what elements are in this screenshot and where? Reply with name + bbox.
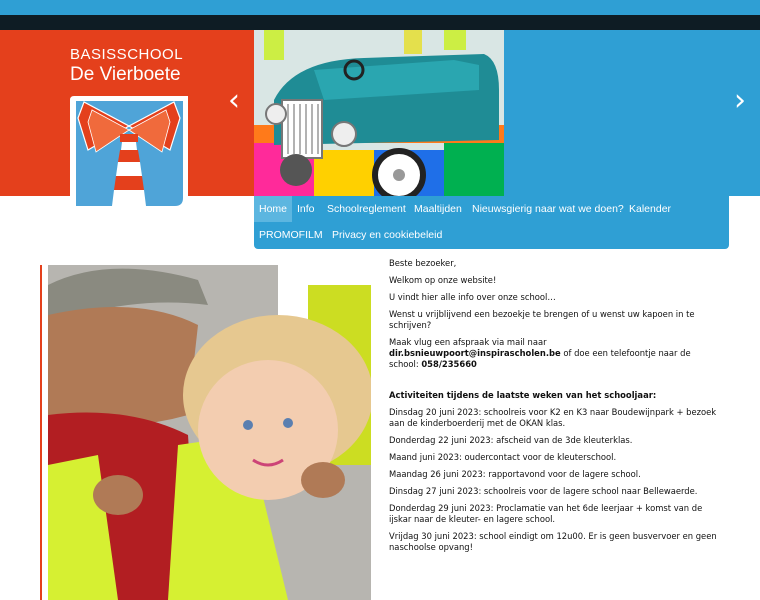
nav-item-privacy[interactable]: Privacy en cookiebeleid xyxy=(332,229,443,241)
lighthouse-book-logo-icon[interactable] xyxy=(70,96,188,212)
activity-item: Vrijdag 30 juni 2023: school eindigt om 12u00. Er is geen busvervoer en geen naschoolse opvang! xyxy=(389,531,717,552)
appointment-phone: 058/235660 xyxy=(421,359,477,369)
greeting-text: Beste bezoeker, xyxy=(389,258,457,268)
visit-text: Wenst u vrijblijvend een bezoekje te brengen of u wenst uw kapoen in te schrijven? xyxy=(389,309,695,330)
nav-item-info[interactable]: Info xyxy=(297,203,315,215)
appointment-mid: of doe een telefoontje naar de school: xyxy=(389,348,691,369)
nav-item-home[interactable]: Home xyxy=(254,196,292,222)
nav-item-kalender[interactable]: Kalender xyxy=(629,203,672,215)
activity-item: Maandag 26 juni 2023: rapportavond voor de lagere school. xyxy=(389,469,641,479)
nav-item-nieuwsgierig[interactable]: Nieuwsgierig naar wat we doen? xyxy=(472,203,624,215)
top-dark-bar xyxy=(0,15,760,30)
nav-item-promofilm[interactable]: PROMOFILM xyxy=(259,229,323,241)
info-text: U vindt hier alle info over onze school… xyxy=(389,292,556,302)
nav-item-maaltijden[interactable]: Maaltijden xyxy=(414,203,462,215)
activity-item: Dinsdag 20 juni 2023: schoolreis voor K2 en K3 naar Boudewijnpark + bezoek aan de kinderboerderij met de OKAN klas. xyxy=(389,407,717,428)
appointment-prefix: Maak vlug een afspraak via mail naar xyxy=(389,337,547,347)
appointment-email-link[interactable]: dir.bsnieuwpoort@inspirascholen.be xyxy=(389,348,561,358)
activity-item: Dinsdag 27 juni 2023: schoolreis voor de lagere school naar Bellewaerde. xyxy=(389,486,698,496)
activity-item: Donderdag 22 juni 2023: afscheid van de 3de kleuterklas. xyxy=(389,435,633,445)
accent-divider xyxy=(40,265,42,600)
brand-panel xyxy=(0,30,254,196)
welcome-text: Welkom op onze website! xyxy=(389,275,497,285)
vintage-car-carousel-photo xyxy=(254,30,504,196)
brand-title[interactable]: De Vierboete xyxy=(70,64,181,85)
activity-item: Maand juni 2023: oudercontact voor de kleuterschool. xyxy=(389,452,617,462)
main-navigation xyxy=(254,196,729,249)
slider-next-button[interactable]: › xyxy=(734,83,746,118)
brand-subtitle: BASISSCHOOL xyxy=(70,46,184,63)
activity-item: Donderdag 29 juni 2023: Proclamatie van het 6de leerjaar + komst van de ijskar naar de kleuter- en lagere school. xyxy=(389,503,703,524)
hero-slider[interactable] xyxy=(254,30,504,196)
children-hugging-photo xyxy=(48,265,371,600)
slider-prev-button[interactable]: ‹ xyxy=(228,83,240,118)
appointment-paragraph xyxy=(389,337,719,370)
top-color-bar xyxy=(0,0,760,15)
main-content xyxy=(389,258,719,559)
nav-item-schoolreglement[interactable]: Schoolreglement xyxy=(327,203,406,215)
activities-title: Activiteiten tijdens de laatste weken van het schooljaar: xyxy=(389,390,657,400)
